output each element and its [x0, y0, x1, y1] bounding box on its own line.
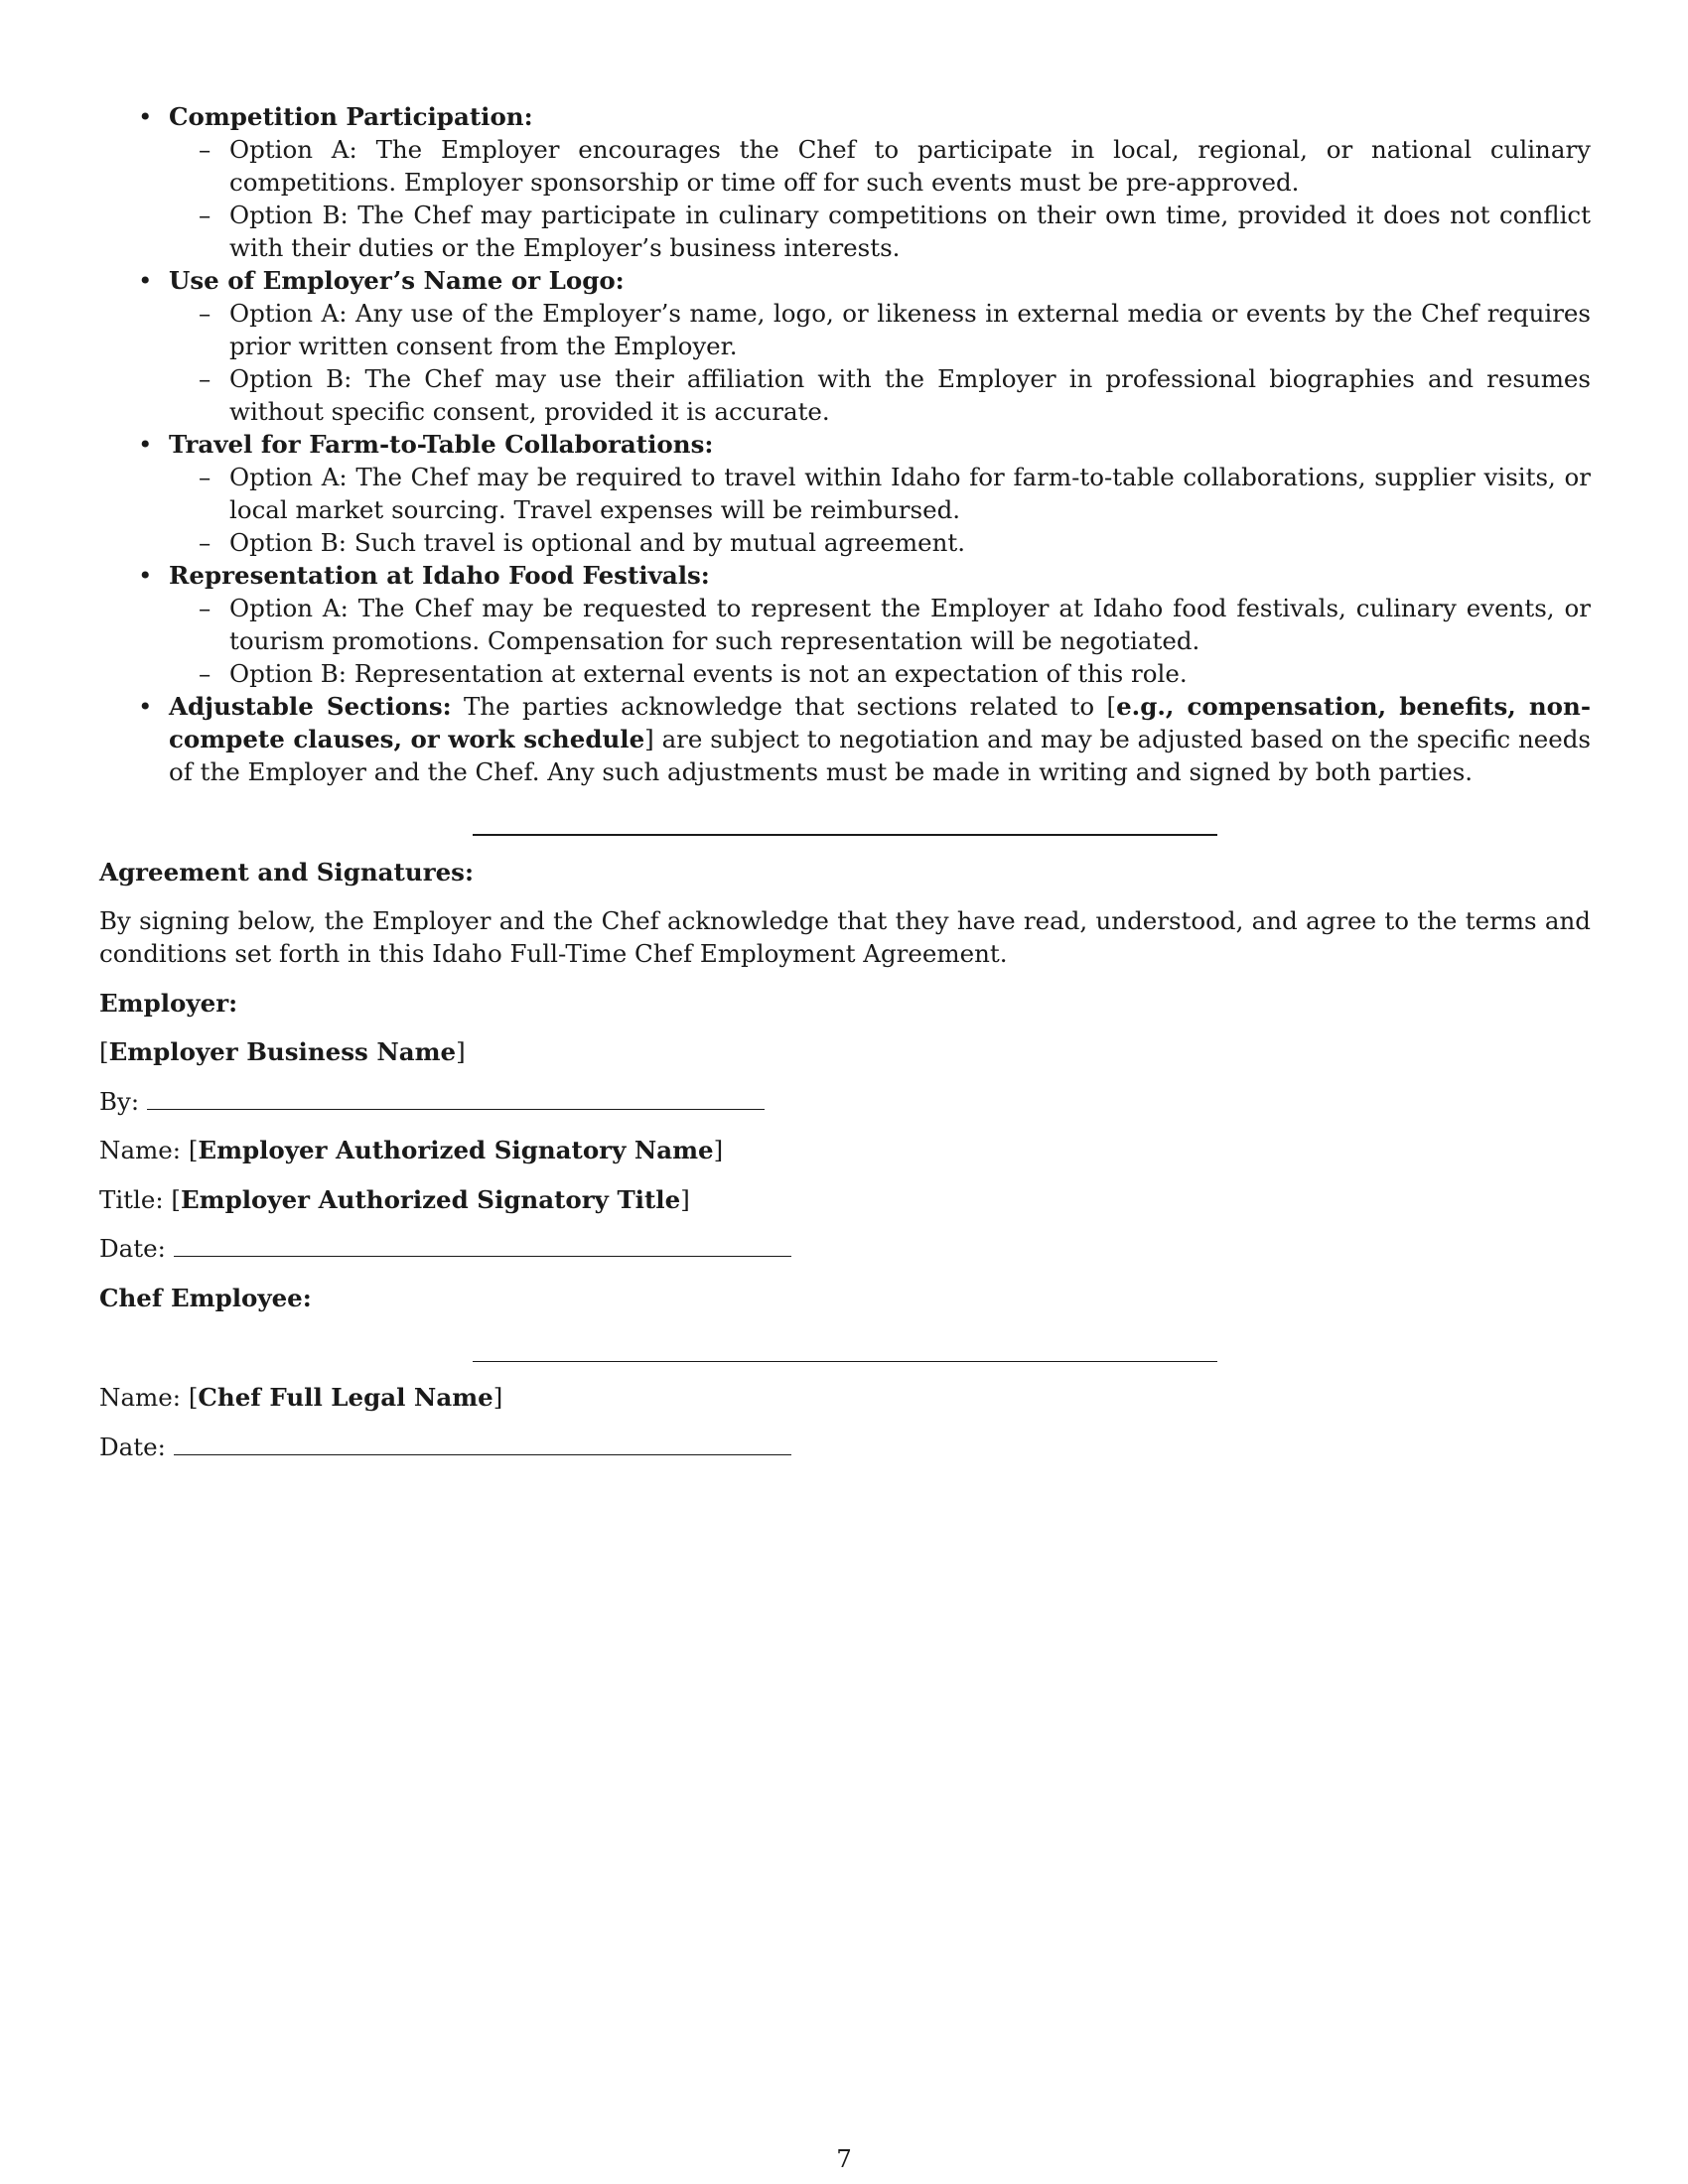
employer-date-row: [99, 1232, 791, 1265]
option-text: Option B: The Chef may use their affiliation with the Employer in professional biographies and resumes without specific consent, provided it is accurate.: [229, 364, 1591, 426]
dash: –: [199, 201, 211, 229]
item-title: Competition Participation:: [169, 102, 533, 131]
option-text: Option A: The Employer encourages the Chef to participate in local, regional, or national culinary competitions. Employer sponsorship or time off for such events must be pre-approved.: [229, 135, 1591, 197]
dash: –: [199, 594, 211, 622]
item-title: Travel for Farm-to-Table Collaborations:: [169, 430, 714, 459]
employer-by-row: [99, 1085, 765, 1118]
title-label: Title:: [99, 1185, 164, 1214]
option-a: [199, 592, 1591, 657]
date-label: Date:: [99, 1433, 166, 1461]
chef-full-name: Chef Full Legal Name: [198, 1383, 493, 1412]
employer-business-name: Employer Business Name: [108, 1037, 457, 1066]
dash: –: [199, 659, 211, 688]
item-title: Adjustable Sections:: [169, 692, 452, 721]
list-item-competition: [138, 100, 1591, 264]
list-item-festivals: [138, 559, 1591, 690]
option-b: [199, 657, 1591, 690]
agreement-heading: Agreement and Signatures:: [99, 858, 475, 887]
options-list: [138, 100, 1591, 788]
option-text: Option B: The Chef may participate in culinary competitions on their own time, provided it does not conflict with their duties or the Employer’s business interests.: [229, 201, 1591, 262]
option-text: Option A: The Chef may be requested to represent the Employer at Idaho food festivals, culinary events, or tourism promotions. Compensation for such representation will be negotiated.: [229, 594, 1591, 655]
option-b: [199, 362, 1591, 428]
sub-options: [169, 297, 1591, 428]
item-title: Representation at Idaho Food Festivals:: [169, 561, 710, 590]
employer-signature-line[interactable]: [147, 1085, 765, 1110]
bullet: •: [138, 266, 153, 295]
employer-date-line[interactable]: [174, 1232, 791, 1257]
chef-date-line[interactable]: [174, 1431, 791, 1455]
chef-signature-line[interactable]: [473, 1361, 1217, 1362]
bullet: •: [138, 692, 153, 721]
chef-date-row: [99, 1431, 791, 1463]
bracket-open: [: [1106, 692, 1117, 721]
option-b: [199, 526, 1591, 559]
by-label: By:: [99, 1087, 140, 1116]
bracket-open: [: [171, 1185, 181, 1214]
employer-title-row: [99, 1183, 690, 1216]
bracket-open: [: [99, 1037, 109, 1066]
bracket-close: ]: [492, 1383, 503, 1412]
list-item-travel: [138, 428, 1591, 559]
page-number: 7: [836, 2144, 852, 2173]
option-a: [199, 297, 1591, 362]
bracket-close: ]: [644, 725, 654, 753]
dash: –: [199, 463, 211, 491]
bullet: •: [138, 430, 153, 459]
dash: –: [199, 528, 211, 557]
bracket-open: [: [188, 1136, 199, 1164]
option-text: Option A: The Chef may be required to travel within Idaho for farm-to-table collaborations, supplier visits, or local market sourcing. Travel expenses will be reimbursed.: [229, 463, 1591, 524]
name-label: Name:: [99, 1136, 182, 1164]
dash: –: [199, 135, 211, 164]
sub-options: [169, 461, 1591, 559]
bullet: •: [138, 102, 153, 131]
employer-signatory-name: Employer Authorized Signatory Name: [198, 1136, 714, 1164]
sub-options: [169, 133, 1591, 264]
chef-heading: Chef Employee:: [99, 1284, 312, 1312]
chef-name-row: [99, 1381, 502, 1414]
option-a: [199, 461, 1591, 526]
dash: –: [199, 299, 211, 328]
list-item-adjustable: [138, 690, 1591, 788]
adjustable-text-after: are subject to negotiation and may be adjusted based on the specific needs of the Employer and the Chef. Any such adjustments must be made in writing and signed by both parties.: [169, 725, 1591, 786]
bracket-close: ]: [680, 1185, 690, 1214]
name-label: Name:: [99, 1383, 182, 1412]
item-title: Use of Employer’s Name or Logo:: [169, 266, 625, 295]
date-label: Date:: [99, 1234, 166, 1263]
employer-name-row: [99, 1134, 723, 1166]
section-divider: [473, 834, 1217, 836]
option-text: Option B: Representation at external events is not an expectation of this role.: [229, 659, 1188, 688]
sub-options: [169, 592, 1591, 690]
option-text: Option B: Such travel is optional and by mutual agreement.: [229, 528, 966, 557]
agreement-paragraph: By signing below, the Employer and the Chef acknowledge that they have read, understood, and agree to the terms and conditions set forth in this Idaho Full-Time Chef Employment Agreement.: [99, 906, 1591, 968]
employer-heading: Employer:: [99, 989, 238, 1018]
bracket-close: ]: [713, 1136, 724, 1164]
option-a: [199, 133, 1591, 199]
option-b: [199, 199, 1591, 264]
option-text: Option A: Any use of the Employer’s name, logo, or likeness in external media or events by the Chef requires prior written consent from the Employer.: [229, 299, 1591, 360]
dash: –: [199, 364, 211, 393]
adjustable-text-before: The parties acknowledge that sections related to: [464, 692, 1095, 721]
adjustable-placeholder: e.g., compensation, benefits, non-compete clauses, or work schedule: [169, 692, 1591, 753]
list-item-name-logo: [138, 264, 1591, 428]
bullet: •: [138, 561, 153, 590]
employer-signatory-title: Employer Authorized Signatory Title: [180, 1185, 681, 1214]
bracket-open: [: [188, 1383, 199, 1412]
employer-business-name-line: [99, 1035, 466, 1068]
bracket-close: ]: [456, 1037, 466, 1066]
